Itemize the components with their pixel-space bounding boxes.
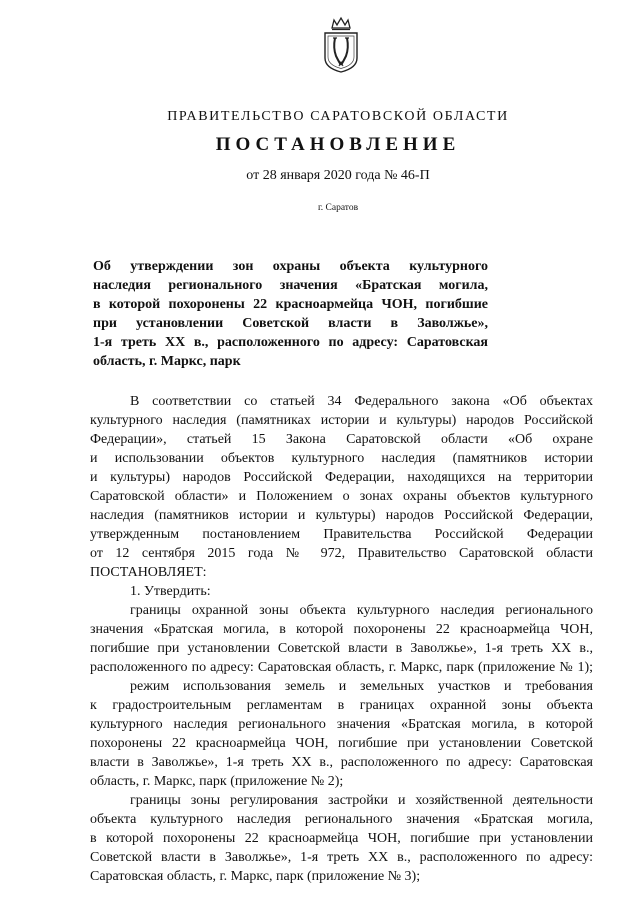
body-line: культурного наследия (памятниках истории и культуры) народов Российской: [90, 413, 593, 428]
document-type: ПОСТАНОВЛЕНИЕ: [215, 134, 461, 155]
body-line: ПОСТАНОВЛЯЕТ:: [90, 565, 207, 580]
body-line: границы охранной зоны объекта культурного наследия регионального: [130, 603, 593, 618]
body-line: 1. Утвердить:: [130, 584, 211, 599]
body-line: погибшие при установлении Советской власти в Заволжье», 1-я треть XX в.,: [90, 641, 593, 656]
body-line: область, г. Маркс, парк (приложение № 2);: [90, 774, 344, 789]
body-line: Саратовская область, г. Маркс, парк (приложение № 3);: [90, 869, 421, 884]
body-line: от 12 сентября 2015 года № 972, Правительство Саратовской области: [90, 546, 593, 561]
body-line: значения «Братская могила, в которой похоронены 22 красноармейца ЧОН,: [90, 622, 593, 637]
body-line: расположенного по адресу: Саратовская область, г. Маркс, парк (приложение № 1);: [90, 660, 593, 675]
body-line: к градостроительным регламентам в границах охранной зоны объекта: [90, 698, 593, 713]
body-line: Саратовской области» и Положением о зонах охраны объектов культурного: [90, 489, 593, 504]
body-line: наследия (памятников истории и культуры) народов Российской Федерации,: [90, 508, 593, 523]
document-subject: [93, 257, 488, 371]
subject-line: 1-я треть XX в., расположенного по адресу: Саратовская: [93, 335, 488, 350]
body-line: и использовании объектов культурного наследия (памятников истории: [90, 451, 593, 466]
document-date-number: от 28 января 2020 года № 46-П: [246, 168, 430, 183]
body-line: режим использования земель и земельных участков и требования: [130, 679, 593, 694]
document-city: г. Саратов: [317, 203, 359, 213]
body-line: культурного наследия регионального значения «Братская могила, в которой: [90, 717, 593, 732]
body-line: объекта культурного наследия регионального значения «Братская могила,: [90, 812, 593, 827]
body-line: власти в Заволжье», 1-я треть XX в., расположенного по адресу: Саратовская: [90, 755, 593, 770]
body-line: в которой похоронены 22 красноармейца ЧОН, погибшие при установлении: [90, 831, 593, 846]
body-line: В соответствии со статьей 34 Федерального закона «Об объектах: [130, 394, 593, 409]
subject-line: в которой похоронены 22 красноармейца ЧОН, погибшие: [93, 297, 488, 312]
subject-line: при установлении Советской власти в Заволжье»,: [93, 316, 488, 331]
subject-line: наследия регионального значения «Братская могила,: [93, 278, 488, 293]
subject-line: Об утверждении зон охраны объекта культурного: [93, 259, 488, 274]
organization-name: ПРАВИТЕЛЬСТВО САРАТОВСКОЙ ОБЛАСТИ: [167, 109, 509, 124]
document-body: [90, 392, 593, 886]
body-line: Советской власти в Заволжье», 1-я треть XX в., расположенного по адресу:: [90, 850, 593, 865]
body-line: Федерации», статьей 15 Закона Саратовской области «Об охране: [90, 432, 593, 447]
body-line: похоронены 22 красноармейца ЧОН, погибшие при установлении Советской: [90, 736, 593, 751]
subject-line: область, г. Маркс, парк: [93, 354, 241, 369]
body-line: и культуры) народов Российской Федерации, находящихся на территории: [90, 470, 593, 485]
body-line: утвержденным постановлением Правительства Российской Федерации: [90, 527, 593, 542]
body-line: границы зоны регулирования застройки и хозяйственной деятельности: [130, 793, 593, 808]
coat-of-arms-emblem: [322, 16, 360, 74]
